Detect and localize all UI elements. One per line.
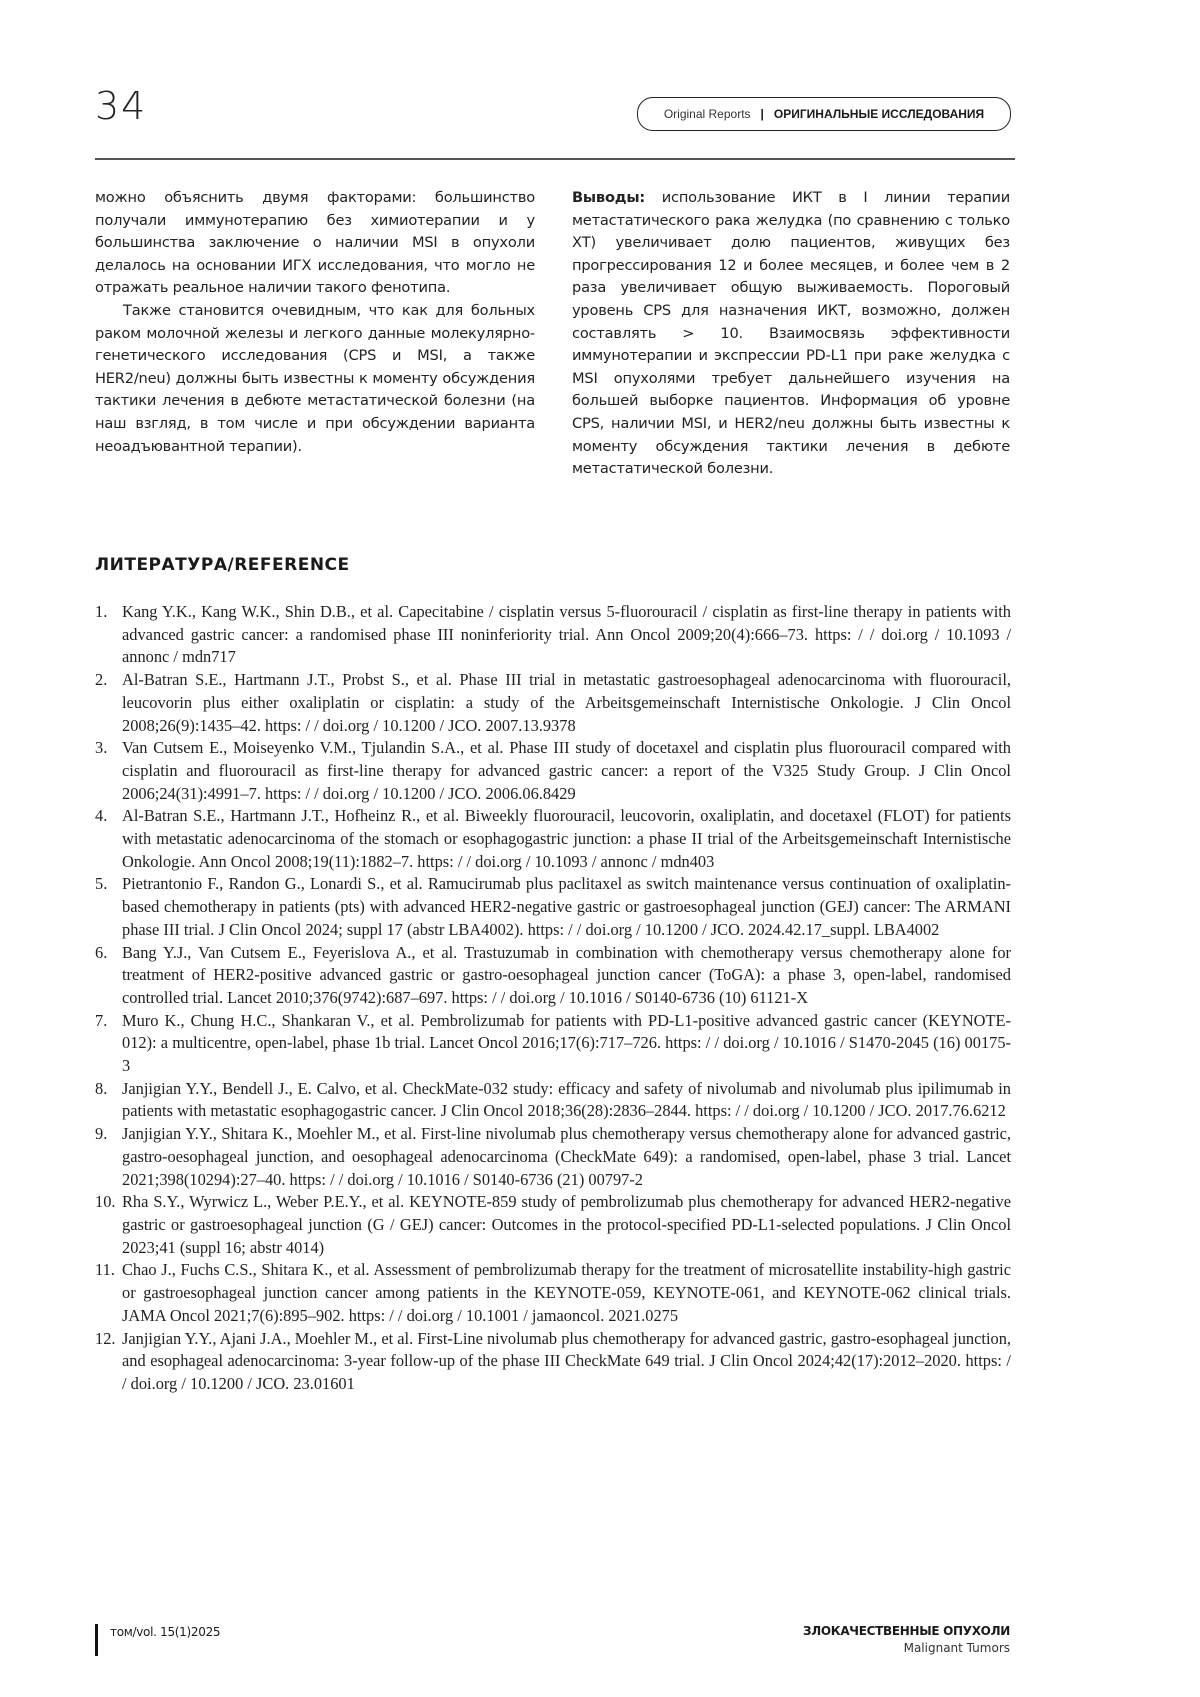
reference-number: 9. — [95, 1123, 122, 1191]
reference-item — [95, 601, 1011, 669]
footer-journal — [803, 1624, 1010, 1655]
reference-text: Al-Batran S.E., Hartmann J.T., Probst S., et al. Phase III trial in metastatic gastroesophageal adenocarcinoma with fluorouracil, leucovorin plus either oxaliplatin or cisplatin: a study of the Arbeitsgemeinschaft Internistische Onkologie. J Clin Oncol 2008;26(9):1435–42. https: / / doi.org / 10.1200 / JCO. 2007.13.9378 — [122, 669, 1011, 737]
reference-number: 10. — [95, 1191, 122, 1259]
reference-number: 1. — [95, 601, 122, 669]
journal-name-ru: ЗЛОКАЧЕСТВЕННЫЕ ОПУХОЛИ — [803, 1624, 1010, 1638]
page-number: 34 — [95, 84, 147, 128]
reference-item — [95, 805, 1011, 873]
reference-number: 8. — [95, 1078, 122, 1123]
reference-text: Janjigian Y.Y., Shitara K., Moehler M., et al. First-line nivolumab plus chemotherapy versus chemotherapy alone for advanced gastric, gastro-oesophageal junction, and oesophageal adenocarcinoma (CheckMate 649): a randomised, open-label, phase 3 trial. Lancet 2021;398(10294):27–40. https: / / doi.org / 10.1016 / S0140-6736 (21) 00797-2 — [122, 1123, 1011, 1191]
footer-volume: том/vol. 15(1)2025 — [110, 1625, 220, 1639]
reference-text: Chao J., Fuchs C.S., Shitara K., et al. Assessment of pembrolizumab therapy for the treatment of microsatellite instability-high gastric or gastroesophageal junction cancer among patients in the KEYNOTE-059, KEYNOTE-061, and KEYNOTE-062 clinical trials. JAMA Oncol 2021;7(6):895–902. https: / / doi.org / 10.1001 / jamaoncol. 2021.0275 — [122, 1259, 1011, 1327]
reference-text: Bang Y.J., Van Cutsem E., Feyerislova A., et al. Trastuzumab in combination with chemotherapy versus chemotherapy alone for treatment of HER2-positive advanced gastric or gastro-oesophageal junction cancer (ToGA): a phase 3, open-label, randomised controlled trial. Lancet 2010;376(9742):687–697. https: / / doi.org / 10.1016 / S0140-6736 (10) 61121-X — [122, 942, 1011, 1010]
reference-item — [95, 737, 1011, 805]
conclusions-label: Выводы: — [572, 189, 645, 206]
reference-item — [95, 669, 1011, 737]
references-list — [95, 601, 1011, 1396]
reference-text: Janjigian Y.Y., Bendell J., E. Calvo, et al. CheckMate-032 study: efficacy and safety of nivolumab and nivolumab plus ipilimumab in patients with metastatic esophagogastric cancer. J Clin Oncol 2018;36(28):2836–2844. https: / / doi.org / 10.1200 / JCO. 2017.76.6212 — [122, 1078, 1011, 1123]
reference-number: 5. — [95, 873, 122, 941]
reference-item — [95, 1191, 1011, 1259]
reference-text: Van Cutsem E., Moiseyenko V.M., Tjulandin S.A., et al. Phase III study of docetaxel and cisplatin plus fluorouracil compared with cisplatin and fluorouracil as first-line therapy for advanced gastric cancer: a report of the V325 Study Group. J Clin Oncol 2006;24(31):4991–7. https: / / doi.org / 10.1200 / JCO. 2006.06.8429 — [122, 737, 1011, 805]
section-separator: | — [761, 107, 764, 121]
reference-item — [95, 1078, 1011, 1123]
reference-number: 4. — [95, 805, 122, 873]
reference-text: Al-Batran S.E., Hartmann J.T., Hofheinz R., et al. Biweekly fluorouracil, leucovorin, oxaliplatin, and docetaxel (FLOT) for patients with metastatic adenocarcinoma of the stomach or esophagogastric junction: a phase II trial of the Arbeitsgemeinschaft Internistische Onkologie. Ann Oncol 2008;19(11):1882–7. https: / / doi.org / 10.1093 / annonc / mdn403 — [122, 805, 1011, 873]
reference-text: Muro K., Chung H.C., Shankaran V., et al. Pembrolizumab for patients with PD-L1-positive advanced gastric cancer (KEYNOTE-012): a multicentre, open-label, phase 1b trial. Lancet Oncol 2016;17(6):717–726. https: / / doi.org / 10.1016 / S1470-2045 (16) 00175-3 — [122, 1010, 1011, 1078]
journal-name-en: Malignant Tumors — [803, 1641, 1010, 1655]
reference-text: Rha S.Y., Wyrwicz L., Weber P.E.Y., et al. KEYNOTE-859 study of pembrolizumab plus chemotherapy for advanced HER2-negative gastric or gastroesophageal junction (G / GEJ) cancer: Outcomes in the protocol-specified PD-L1-selected populations. J Clin Oncol 2023;41 (suppl 16; abstr 4014) — [122, 1191, 1011, 1259]
reference-number: 12. — [95, 1328, 122, 1396]
reference-number: 7. — [95, 1010, 122, 1078]
section-label-ru: ОРИГИНАЛЬНЫЕ ИССЛЕДОВАНИЯ — [774, 107, 984, 121]
left-column — [95, 187, 535, 458]
reference-item — [95, 1328, 1011, 1396]
right-column — [572, 187, 1010, 481]
references-heading: ЛИТЕРАТУРА/REFERENCE — [95, 555, 350, 575]
body-paragraph: Также становится очевидным, что как для больных раком молочной железы и легкого данные молекулярно-генетического исследования (CPS и MSI, а также HER2/neu) должны быть известны к моменту обсуждения тактики лечения в дебюте метастатической болезни (на наш взгляд, в том числе и при обсуждении варианта неоадъювантной терапии). — [95, 300, 535, 458]
section-label — [637, 97, 1011, 131]
reference-number: 6. — [95, 942, 122, 1010]
reference-item — [95, 873, 1011, 941]
reference-number: 2. — [95, 669, 122, 737]
reference-item — [95, 1123, 1011, 1191]
header-divider — [95, 158, 1015, 160]
body-paragraph: можно объяснить двумя факторами: большинство получали иммунотерапию без химиотерапии и у большинства заключение о наличии MSI в опухоли делалось на основании ИГХ исследования, что могло не отражать реальное наличии такого фенотипа. — [95, 187, 535, 300]
conclusions-paragraph — [572, 187, 1010, 481]
footer-bar — [95, 1624, 98, 1656]
reference-text: Kang Y.K., Kang W.K., Shin D.B., et al. Capecitabine / cisplatin versus 5-fluorouracil / cisplatin as first-line therapy in patients with advanced gastric cancer: a randomised phase III noninferiority trial. Ann Oncol 2009;20(4):666–73. https: / / doi.org / 10.1093 / annonc / mdn717 — [122, 601, 1011, 669]
reference-number: 11. — [95, 1259, 122, 1327]
reference-item — [95, 1259, 1011, 1327]
section-label-en: Original Reports — [664, 107, 751, 121]
reference-item — [95, 942, 1011, 1010]
reference-number: 3. — [95, 737, 122, 805]
reference-item — [95, 1010, 1011, 1078]
conclusions-text: использование ИКТ в I линии терапии метастатического рака желудка (по сравнению с только ХТ) увеличивает долю пациентов, живущих без прогрессирования 12 и более месяцев, и более чем в 2 раза увеличивает общую выживаемость. Пороговый уровень CPS для назначения ИКТ, возможно, должен составлять > 10. Взаимосвязь эффективности иммунотерапии и экспрессии PD-L1 при раке желудка с MSI опухолями требует дальнейшего изучения на большей выборке пациентов. Информация об уровне CPS, наличии MSI, и HER2/neu должны быть известны к моменту обсуждения тактики лечения в дебюте метастатической болезни. — [572, 189, 1010, 477]
reference-text: Janjigian Y.Y., Ajani J.A., Moehler M., et al. First-Line nivolumab plus chemotherapy for advanced gastric, gastro-esophageal junction, and esophageal adenocarcinoma: 3-year follow-up of the phase III CheckMate 649 trial. J Clin Oncol 2024;42(17):2012–2020. https: / / doi.org / 10.1200 / JCO. 23.01601 — [122, 1328, 1011, 1396]
reference-text: Pietrantonio F., Randon G., Lonardi S., et al. Ramucirumab plus paclitaxel as switch maintenance versus continuation of oxaliplatin-based chemotherapy in patients (pts) with advanced HER2-negative gastric or gastroesophageal junction (GEJ) cancer: The ARMANI phase III trial. J Clin Oncol 2024; suppl 17 (abstr LBA4002). https: / / doi.org / 10.1200 / JCO. 2024.42.17_suppl. LBA4002 — [122, 873, 1011, 941]
